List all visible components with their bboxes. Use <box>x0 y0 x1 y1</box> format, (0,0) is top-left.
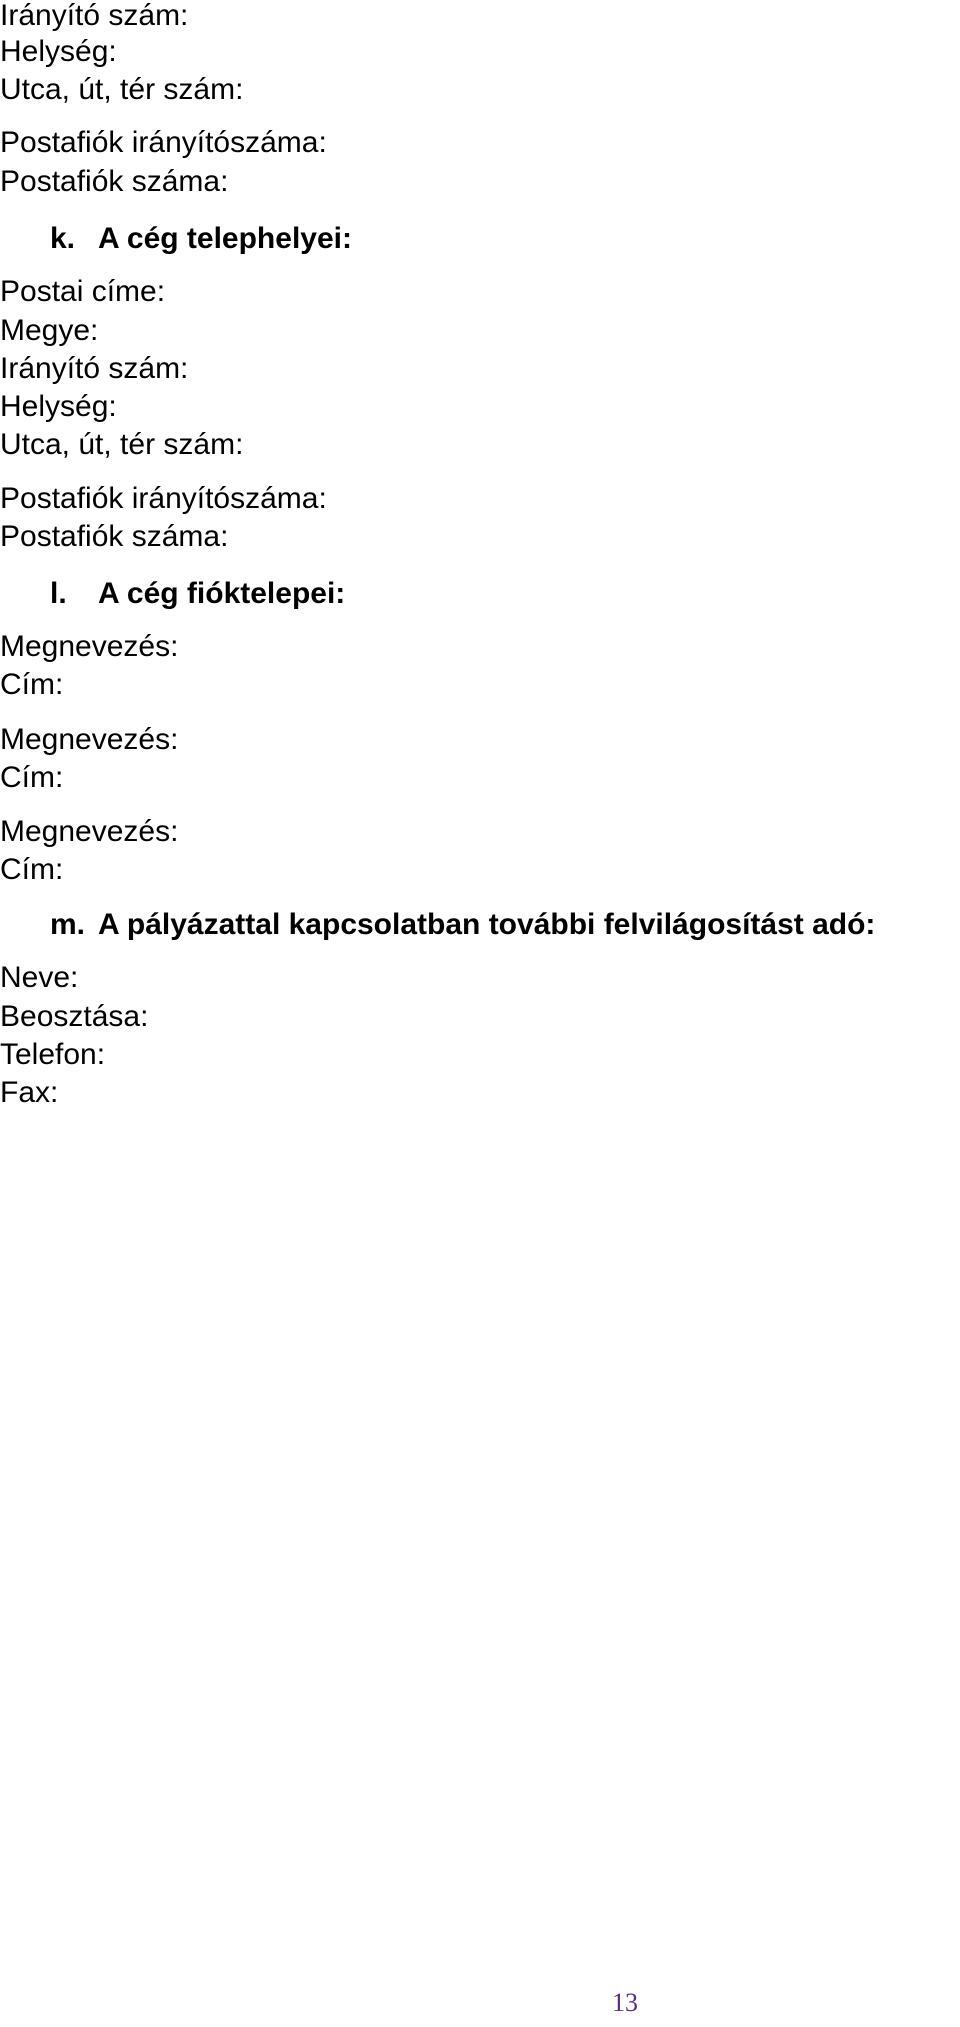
field-label-megye: Megye: <box>0 314 99 347</box>
page-number: 13 <box>612 1988 638 2017</box>
field-label-megnevezes: Megnevezés: <box>0 630 179 663</box>
field-label-utca: Utca, út, tér szám: <box>0 73 244 106</box>
field-label-beosztasa: Beosztása: <box>0 1000 149 1033</box>
field-label-postafiok-iranyitoszama: Postafiók irányítószáma: <box>0 482 327 515</box>
field-label-postafiok-szama: Postafiók száma: <box>0 520 229 553</box>
field-label-fax: Fax: <box>0 1076 59 1109</box>
field-label-iranyito-szam: Irányító szám: <box>0 352 189 385</box>
field-label-megnevezes: Megnevezés: <box>0 723 179 756</box>
section-marker-m: m. <box>50 908 86 941</box>
field-label-postafiok-iranyitoszama: Postafiók irányítószáma: <box>0 126 327 159</box>
field-label-cim: Cím: <box>0 761 64 794</box>
field-label-cim: Cím: <box>0 853 64 886</box>
section-heading-m <box>50 906 875 944</box>
section-marker-k: k. <box>50 222 76 255</box>
field-label-postai-cime: Postai címe: <box>0 275 166 308</box>
field-label-iranyito-szam: Irányító szám: <box>0 0 189 32</box>
field-label-postafiok-szama: Postafiók száma: <box>0 165 229 198</box>
section-title-m: A pályázattal kapcsolatban további felvilágosítást adó: <box>98 908 876 941</box>
field-label-neve: Neve: <box>0 961 79 994</box>
section-marker-l: l. <box>50 577 67 610</box>
section-title-k: A cég telephelyei: <box>98 222 352 255</box>
field-label-utca: Utca, út, tér szám: <box>0 428 244 461</box>
field-label-megnevezes: Megnevezés: <box>0 815 179 848</box>
section-heading-k <box>50 220 352 258</box>
field-label-cim: Cím: <box>0 668 64 701</box>
field-label-telefon: Telefon: <box>0 1038 106 1071</box>
section-title-l: A cég fióktelepei: <box>98 577 346 610</box>
field-label-helyseg: Helység: <box>0 35 117 68</box>
field-label-helyseg: Helység: <box>0 390 117 423</box>
section-heading-l <box>50 575 345 613</box>
